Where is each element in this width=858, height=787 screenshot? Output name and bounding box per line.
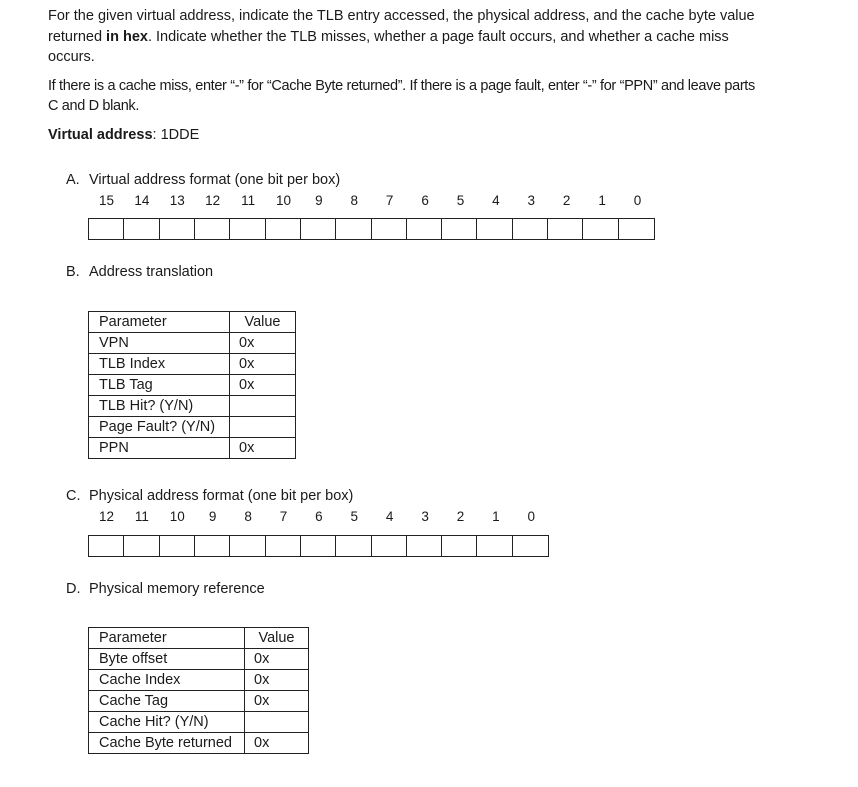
value-cell[interactable] <box>245 712 309 733</box>
instruction-emphasis: in hex <box>106 28 148 45</box>
physical-bit-box[interactable] <box>266 536 301 556</box>
physical-bit-numbers <box>89 509 549 527</box>
physical-bit-box[interactable] <box>407 536 442 556</box>
physical-bit-number: 6 <box>315 509 323 524</box>
instruction-text: For the given virtual address, indicate the TLB entry accessed, the physical address, and the cache byte value returned <box>48 8 755 45</box>
virtual-bit-number: 14 <box>134 193 150 208</box>
virtual-address-bit-boxes <box>88 218 655 240</box>
parameter-name: VPN <box>89 333 230 354</box>
value-cell[interactable]: 0x <box>230 375 296 396</box>
parameter-header: Parameter <box>89 312 230 333</box>
virtual-address-separator: : <box>152 126 161 143</box>
value-header: Value <box>230 312 296 333</box>
parameter-name: Cache Tag <box>89 691 245 712</box>
virtual-bit-box[interactable] <box>442 219 477 239</box>
physical-bit-box[interactable] <box>160 536 195 556</box>
physical-address-bit-boxes <box>88 535 549 557</box>
virtual-bit-number: 8 <box>350 193 359 208</box>
virtual-bit-number: 5 <box>456 193 465 208</box>
physical-bit-box[interactable] <box>89 536 124 556</box>
memory-reference-table-row <box>89 733 309 754</box>
value-cell[interactable]: 0x <box>245 649 309 670</box>
address-translation-table <box>88 311 296 459</box>
translation-table-row <box>89 417 296 438</box>
translation-table-row <box>89 438 296 459</box>
virtual-bit-box[interactable] <box>583 219 618 239</box>
virtual-address-label: Virtual address <box>48 126 153 143</box>
section-d-letter: D. <box>66 581 81 597</box>
parameter-name: Cache Byte returned <box>89 733 245 754</box>
physical-bit-number: 12 <box>98 509 115 524</box>
physical-bit-number: 9 <box>208 509 217 524</box>
section-b-title: Address translation <box>89 264 214 280</box>
virtual-bit-number: 11 <box>241 193 256 208</box>
virtual-address-line <box>48 125 768 146</box>
physical-bit-box[interactable] <box>336 536 371 556</box>
parameter-name: Byte offset <box>89 649 245 670</box>
virtual-bit-box[interactable] <box>124 219 159 239</box>
parameter-name: Page Fault? (Y/N) <box>89 417 230 438</box>
memory-reference-table-row <box>89 691 309 712</box>
virtual-bit-number: 0 <box>633 193 642 208</box>
value-cell[interactable]: 0x <box>245 733 309 754</box>
virtual-bit-box[interactable] <box>230 219 265 239</box>
virtual-bit-box[interactable] <box>407 219 442 239</box>
physical-bit-number: 10 <box>169 509 185 524</box>
parameter-name: PPN <box>89 438 230 459</box>
virtual-bit-box[interactable] <box>301 219 336 239</box>
physical-bit-box[interactable] <box>477 536 512 556</box>
virtual-bit-number: 2 <box>562 193 571 208</box>
section-a-title: Virtual address format (one bit per box) <box>89 172 341 188</box>
physical-bit-box[interactable] <box>195 536 230 556</box>
translation-table-header <box>89 312 296 333</box>
virtual-bit-number: 6 <box>421 193 429 208</box>
virtual-address-value: 1DDE <box>160 126 200 143</box>
virtual-bit-box[interactable] <box>266 219 301 239</box>
section-d-title: Physical memory reference <box>89 581 265 597</box>
parameter-name: TLB Hit? (Y/N) <box>89 396 230 417</box>
physical-bit-box[interactable] <box>513 536 548 556</box>
virtual-bit-box[interactable] <box>89 219 124 239</box>
virtual-bit-number: 13 <box>169 193 185 208</box>
value-cell[interactable]: 0x <box>245 670 309 691</box>
virtual-bit-box[interactable] <box>160 219 195 239</box>
value-cell[interactable]: 0x <box>230 354 296 375</box>
value-cell[interactable]: 0x <box>230 438 296 459</box>
virtual-bit-box[interactable] <box>548 219 583 239</box>
translation-table-row <box>89 375 296 396</box>
physical-bit-number: 1 <box>492 509 500 524</box>
parameter-header: Parameter <box>89 628 245 649</box>
section-c-letter: C. <box>66 488 81 504</box>
memory-reference-table-row <box>89 712 309 733</box>
section-b-letter: B. <box>66 264 80 280</box>
physical-bit-number: 4 <box>385 509 394 524</box>
section-c-title: Physical address format (one bit per box) <box>89 488 354 504</box>
translation-table-row <box>89 333 296 354</box>
virtual-bit-box[interactable] <box>477 219 512 239</box>
virtual-bit-number: 15 <box>98 193 115 208</box>
section-d-heading <box>66 581 265 597</box>
physical-bit-box[interactable] <box>301 536 336 556</box>
parameter-name: TLB Tag <box>89 375 230 396</box>
physical-bit-number: 2 <box>456 509 465 524</box>
physical-memory-reference-table <box>88 627 309 754</box>
memory-reference-table-row <box>89 670 309 691</box>
physical-bit-number: 11 <box>134 509 149 524</box>
value-cell[interactable]: 0x <box>230 333 296 354</box>
translation-table-row <box>89 354 296 375</box>
instruction-paragraph-2: If there is a cache miss, enter “-” for “Cache Byte returned”. If there is a page fault, enter “-” for “PPN” and leave parts C and D blank. <box>48 77 755 114</box>
virtual-bit-box[interactable] <box>336 219 371 239</box>
physical-bit-number: 8 <box>244 509 252 524</box>
value-cell[interactable]: 0x <box>245 691 309 712</box>
parameter-name: TLB Index <box>89 354 230 375</box>
value-header: Value <box>245 628 309 649</box>
physical-bit-box[interactable] <box>124 536 159 556</box>
physical-bit-box[interactable] <box>372 536 407 556</box>
instruction-paragraph-1 <box>48 6 768 68</box>
section-a-heading <box>66 172 340 188</box>
virtual-bit-number: 12 <box>205 193 221 208</box>
virtual-bit-number: 1 <box>598 193 606 208</box>
virtual-bit-numbers <box>89 193 655 211</box>
memory-reference-table-header <box>89 628 309 649</box>
physical-bit-number: 0 <box>527 509 536 524</box>
instruction-text: . Indicate whether the TLB misses, whether a page fault occurs, and whether a cache miss occurs. <box>48 28 729 65</box>
section-b-heading <box>66 264 213 280</box>
physical-bit-number: 5 <box>350 509 359 524</box>
section-c-heading <box>66 488 353 504</box>
memory-reference-table-row <box>89 649 309 670</box>
value-cell[interactable] <box>230 396 296 417</box>
virtual-bit-box[interactable] <box>195 219 230 239</box>
virtual-bit-box[interactable] <box>513 219 548 239</box>
physical-bit-number: 3 <box>421 509 429 524</box>
virtual-bit-number: 7 <box>385 193 394 208</box>
virtual-bit-number: 4 <box>492 193 500 208</box>
virtual-bit-number: 9 <box>315 193 323 208</box>
physical-bit-box[interactable] <box>230 536 265 556</box>
section-a-letter: A. <box>66 172 80 188</box>
translation-table-row <box>89 396 296 417</box>
virtual-bit-number: 10 <box>275 193 292 208</box>
physical-bit-box[interactable] <box>442 536 477 556</box>
parameter-name: Cache Hit? (Y/N) <box>89 712 245 733</box>
value-cell[interactable] <box>230 417 296 438</box>
parameter-name: Cache Index <box>89 670 245 691</box>
virtual-bit-number: 3 <box>527 193 536 208</box>
virtual-bit-box[interactable] <box>372 219 407 239</box>
physical-bit-number: 7 <box>279 509 288 524</box>
virtual-bit-box[interactable] <box>619 219 654 239</box>
instructions <box>48 6 768 153</box>
